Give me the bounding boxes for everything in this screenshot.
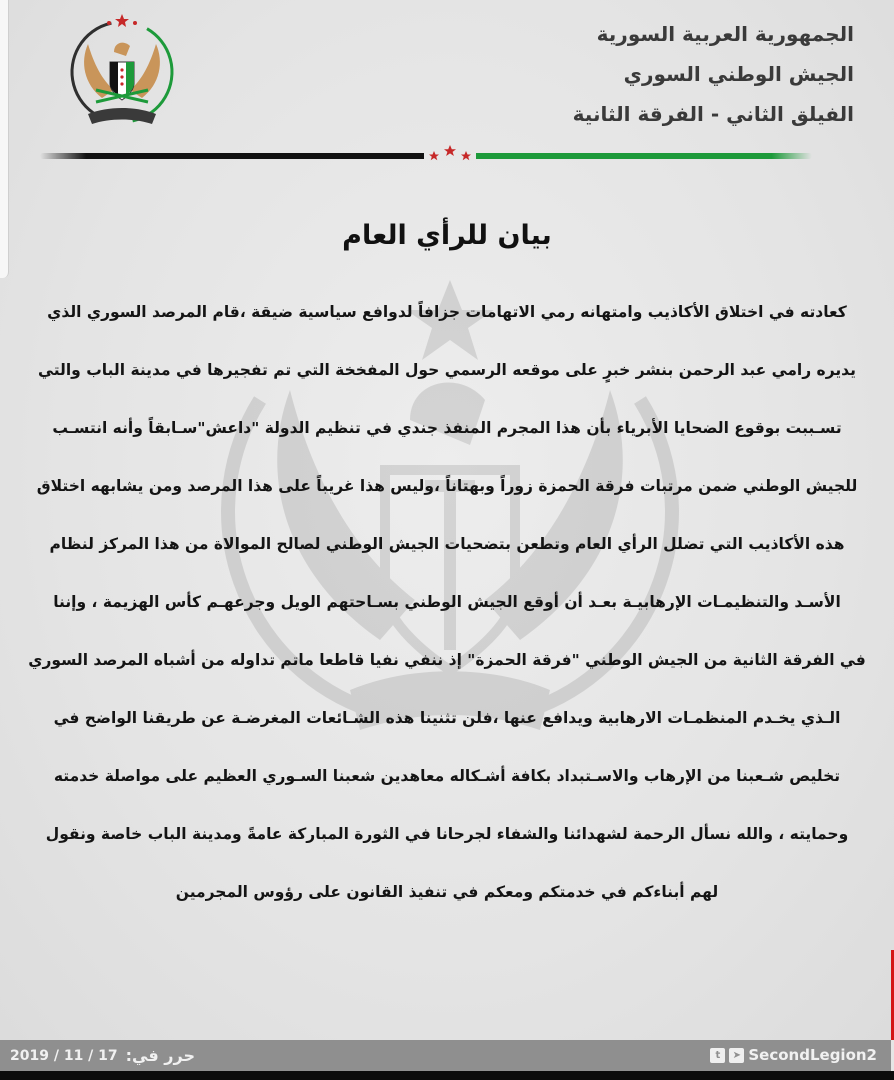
- body-line: وحمايته ، والله نسأل الرحمة لشهدائنا والشفاء لجرحانا في الثورة المباركة عامةً ومدينة الباب خاصة ونقول: [45, 825, 849, 843]
- body-line: في الفرقة الثانية من الجيش الوطني "فرقة الحمزة" إذ ننفي نفيا قاطعا ماتم تداوله من أشباه المرصد السوري: [28, 651, 866, 669]
- body-line: يديره رامي عبد الرحمن بنشر خبرٍ على موقعه الرسمي حول المفخخة التي تم تفجيرها في مدينة الباب والتي: [38, 361, 856, 379]
- date-label: حرر في:: [125, 1046, 195, 1065]
- letterhead-division: الفيلق الثاني - الفرقة الثانية: [572, 102, 854, 126]
- footer-bar: [0, 1040, 891, 1071]
- body-line: تخليص شـعبنا من الإرهاب والاسـتبداد بكافة أشـكاله معاهدين شعبنا السـوري العظيم على مواصلة خدمته: [53, 767, 841, 785]
- letterhead: [434, 14, 854, 134]
- statement-body: [18, 292, 876, 930]
- star-icon: [115, 14, 129, 27]
- rule-green-segment: [476, 153, 812, 159]
- handle-text: SecondLegion2: [748, 1046, 877, 1064]
- letterhead-country: الجمهورية العربية السورية: [596, 22, 854, 46]
- twitter-icon: t: [710, 1048, 725, 1063]
- letterhead-army: الجيش الوطني السوري: [623, 62, 854, 86]
- date-value: 2019 / 11 / 17: [10, 1047, 118, 1064]
- body-line: كعادته في اختلاق الأكاذيب وامتهانه رمي الاتهامات جزافاً لدوافع سياسية ضيقة ،قام المرصد السوري الذي: [47, 303, 847, 321]
- telegram-icon: ➤: [729, 1048, 744, 1063]
- body-line: الأسـد والتنظيمـات الإرهابيـة بعـد أن أوقع الجيش الوطني بسـاحتهم الويل وجرعهـم كأس الهزيمة ، وإننا: [53, 593, 841, 611]
- social-handle: [710, 1046, 877, 1064]
- statement-title: بيان للرأي العام: [342, 220, 552, 251]
- body-line: لهم أبناءكم في خدمتكم ومعكم في تنفيذ القانون على رؤوس المجرمين: [175, 883, 719, 901]
- body-line: الـذي يخـدم المنظمـات الارهابية ويدافع عنها ،فلن تثنينا هذه الشـائعات المغرضـة عن طريقنا الواضح في: [53, 709, 841, 727]
- army-emblem-logo: [58, 10, 186, 138]
- star-icon: [107, 21, 111, 25]
- bottom-black-strip: [0, 1071, 894, 1080]
- three-stars-icon: [424, 143, 476, 163]
- body-line: للجيش الوطني ضمن مرتبات فرقة الحمزة زوراً وبهتاناً ،وليس هذا غريباً على هذا المرصد ومن يشابهه اختلاق: [36, 477, 858, 495]
- body-line: هذه الأكاذيب التي تضلل الرأي العام وتطعن بتضحيات الجيش الوطني لصالح الموالاة من هذا المركز لنظام: [49, 535, 845, 553]
- star-icon: [133, 21, 137, 25]
- rule-black-segment: [40, 153, 424, 159]
- footer-date: [10, 1046, 195, 1065]
- body-line: تسـببت بوقوع الضحايا الأبرياء بأن هذا المجرم المنفذ جندي في تنظيم الدولة "داعش"سـابقاً وأنه انتسـب: [52, 419, 842, 437]
